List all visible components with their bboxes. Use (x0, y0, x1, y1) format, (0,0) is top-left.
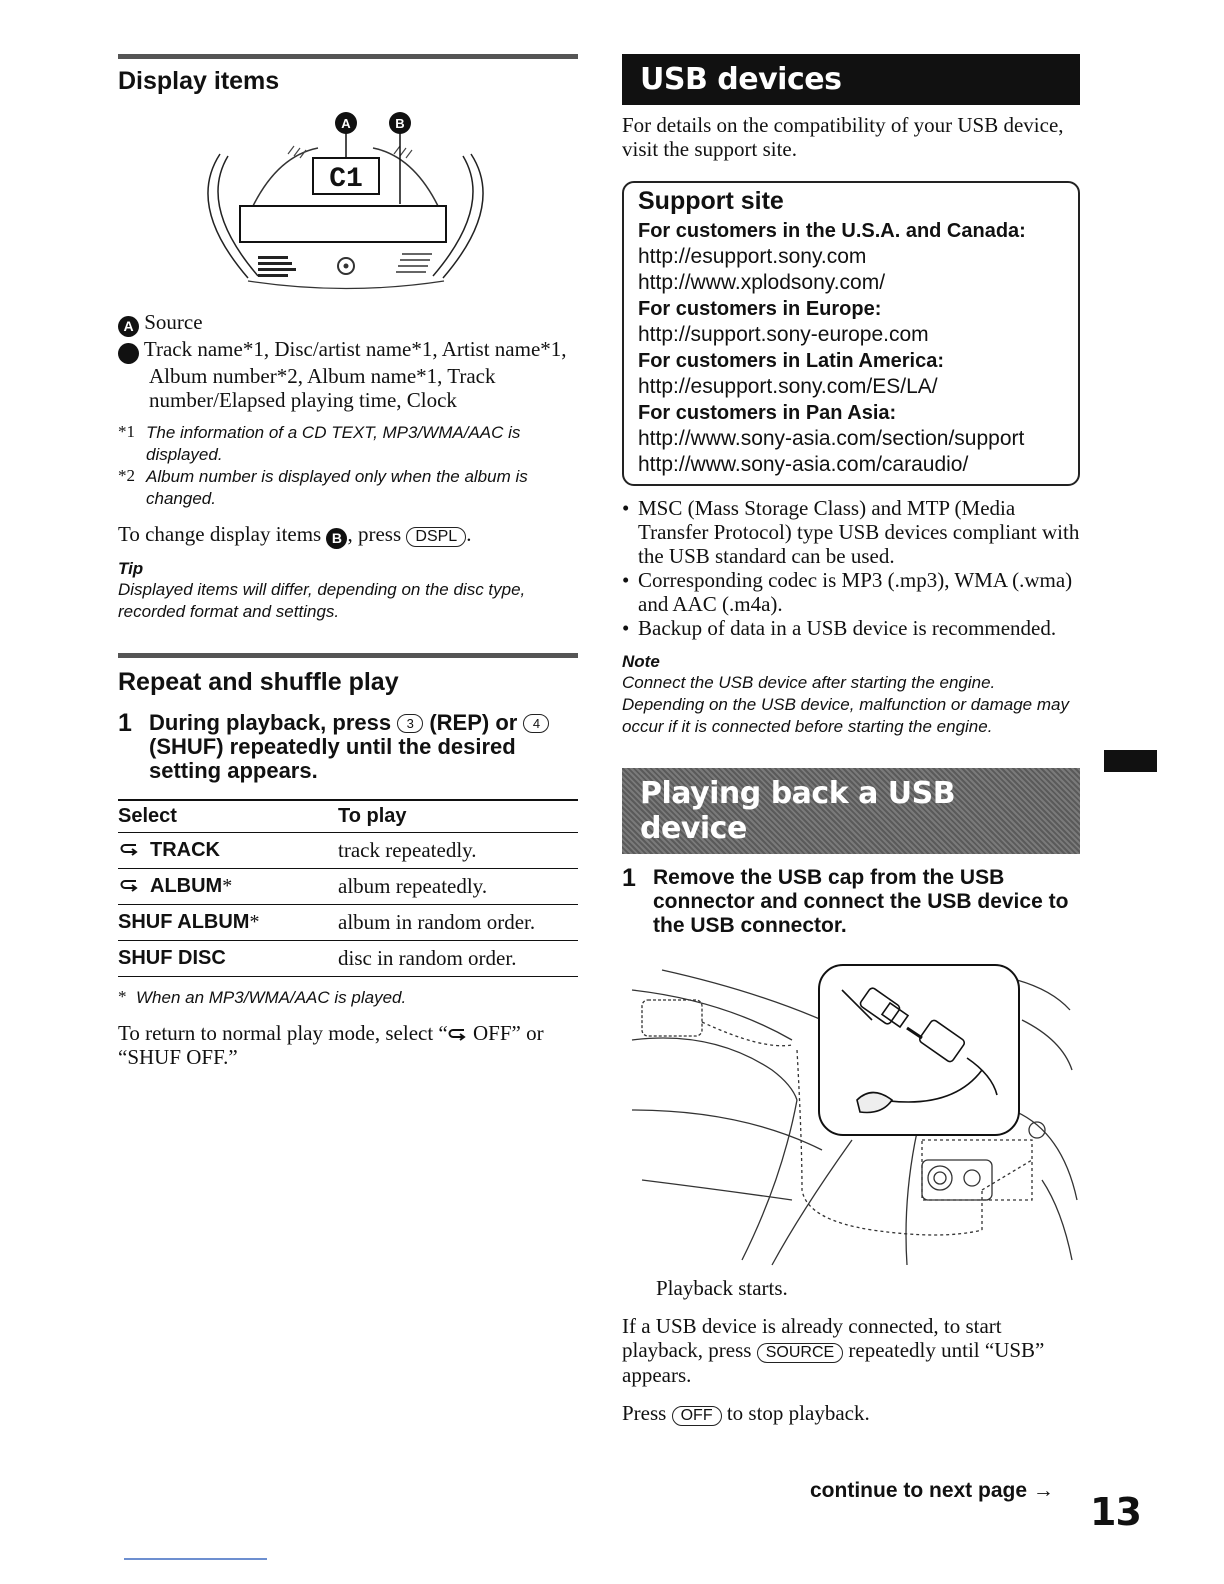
usb-connection-diagram (622, 960, 1080, 1270)
table-cell-select (118, 905, 338, 941)
select-label: ALBUM (150, 875, 223, 897)
bottom-rule (124, 1558, 267, 1560)
return-pre: To return to normal play mode, select “ (118, 1021, 448, 1045)
return-post: OFF” or “SHUF OFF.” (118, 1021, 544, 1069)
off-key: OFF (672, 1406, 722, 1426)
table-footnote-mark: * (118, 987, 127, 1006)
support-site-box (622, 181, 1080, 486)
lcd-source-text: C1 (329, 164, 363, 195)
legend-item-a (118, 310, 578, 337)
already-pre: If a USB device is already connected, to start playback, press (622, 1314, 1002, 1362)
support-region-label: For customers in Pan Asia: (638, 402, 897, 424)
support-url-link[interactable]: http://support.sony-europe.com (638, 323, 929, 346)
select-star: * (249, 911, 260, 933)
footnote-1-mark: *1 (118, 422, 135, 441)
side-tab-marker (1104, 750, 1157, 772)
usb-step (622, 866, 1080, 938)
support-groups (638, 218, 1064, 478)
support-url-link[interactable]: http://www.xplodsony.com/ (638, 271, 886, 294)
page-number: 13 (1090, 1490, 1141, 1534)
repeat-step (118, 711, 578, 783)
repeat-title: Repeat and shuffle play (118, 668, 399, 696)
left-column (107, 54, 578, 1069)
select-label: TRACK (150, 839, 220, 861)
footnote-1 (118, 422, 578, 466)
step-part1: During playback, press (149, 710, 392, 735)
table-row (118, 905, 578, 941)
badge-b-inline-icon: B (326, 528, 347, 549)
step-part2: (REP) or (429, 710, 518, 735)
table-head-play: To play (338, 800, 578, 833)
press-pre: Press (622, 1401, 667, 1425)
footnote-2-mark: *2 (118, 466, 135, 485)
right-column (622, 54, 1080, 1426)
select-label: SHUF DISC (118, 947, 226, 969)
step-text (149, 711, 578, 783)
list-item: • Backup of data in a USB device is recommended. (622, 616, 1080, 640)
legend-list (107, 310, 578, 412)
legend-a-text: Source (144, 310, 203, 334)
support-region-label: For customers in Latin America: (638, 350, 944, 372)
support-url-link[interactable]: http://esupport.sony.com/ES/LA/ (638, 375, 938, 398)
hatch-icon (396, 254, 432, 272)
key-4: 4 (523, 714, 549, 733)
playing-back-banner: Playing back a USB device (622, 768, 1080, 854)
list-item: • MSC (Mass Storage Class) and MTP (Media Transfer Protocol) type USB devices compliant with the USB standard can be used. (622, 496, 1080, 568)
change-post: . (466, 522, 472, 546)
support-url-link[interactable]: http://www.sony-asia.com/section/support (638, 427, 1025, 450)
support-region-label: For customers in the U.S.A. and Canada: (638, 220, 1026, 242)
legend-item-b (107, 337, 578, 412)
support-region-label: For customers in Europe: (638, 298, 882, 320)
table-row (118, 869, 578, 905)
support-title: Support site (638, 187, 784, 215)
repeat-table (118, 799, 578, 977)
dspl-key: DSPL (406, 527, 466, 547)
press-post: to stop playback. (726, 1401, 870, 1425)
usb-step-text: Remove the USB cap from the USB connector and connect the USB device to the USB connector. (653, 866, 1069, 937)
change-mid: , press (347, 522, 402, 546)
footnote-2-text: Album number is displayed only when the album is changed. (146, 467, 528, 508)
source-key: SOURCE (757, 1343, 843, 1363)
callout-a-label: A (341, 116, 351, 131)
table-cell-play: disc in random order. (338, 941, 578, 977)
table-head-select: Select (118, 800, 338, 833)
table-cell-select (118, 869, 338, 905)
badge-b-icon: B (118, 343, 139, 364)
callout-b-label: B (395, 116, 405, 131)
table-footnote (118, 987, 578, 1009)
tip-text: Displayed items will differ, depending on the disc type, recorded format and settings. (118, 580, 526, 621)
support-url-link[interactable]: http://www.sony-asia.com/caraudio/ (638, 453, 969, 476)
table-header-row (118, 800, 578, 833)
press-off-text (622, 1401, 1080, 1426)
footnote-1-text: The information of a CD TEXT, MP3/WMA/AAC is displayed. (146, 423, 521, 464)
display-items-title: Display items (118, 67, 280, 95)
already-post: repeatedly until “USB” appears. (622, 1338, 1045, 1387)
display-illustration (118, 96, 578, 306)
repeat-icon (448, 1027, 468, 1041)
step-number: 1 (118, 709, 132, 737)
support-url-link[interactable]: http://esupport.sony.com (638, 245, 867, 268)
note-text: Connect the USB device after starting the engine. Depending on the USB device, malfunction or damage may occur if it is connected before starting the engine. (622, 673, 1069, 736)
table-row (118, 833, 578, 869)
change-pre: To change display items (118, 522, 322, 546)
table-cell-play: track repeatedly. (338, 833, 578, 869)
step-part3: (SHUF) repeatedly until the desired setting appears. (149, 734, 516, 783)
usb-intro: For details on the compatibility of your USB device, visit the support site. (622, 113, 1064, 161)
usb-step-number: 1 (622, 864, 636, 892)
change-display-text (118, 522, 578, 549)
usb-devices-banner: USB devices (622, 54, 1080, 105)
legend-b-text: Track name*1, Disc/artist name*1, Artist name*1, Album number*2, Album name*1, Track number/Elapsed playing time, Clock (143, 337, 567, 412)
badge-a-icon: A (118, 316, 139, 337)
select-star: * (222, 875, 233, 897)
section-rule-2 (118, 653, 578, 658)
return-text (118, 1021, 578, 1069)
key-3: 3 (397, 714, 423, 733)
note-label: Note (622, 652, 660, 671)
table-cell-play: album repeatedly. (338, 869, 578, 905)
footnotes (118, 422, 578, 510)
eq-bars-icon (258, 256, 296, 277)
section-rule (118, 54, 578, 59)
select-label: SHUF ALBUM (118, 911, 250, 933)
continue-next-page: continue to next page → (810, 1479, 1054, 1502)
table-cell-play: album in random order. (338, 905, 578, 941)
table-cell-select (118, 833, 338, 869)
repeat-icon (118, 842, 142, 856)
tip-label: Tip (118, 559, 144, 578)
zoom-callout (819, 965, 1019, 1135)
playback-starts: Playback starts. (656, 1276, 788, 1300)
lcd-diagram (118, 96, 578, 306)
table-row (118, 941, 578, 977)
already-connected-text (622, 1314, 1080, 1387)
table-footnote-text: When an MP3/WMA/AAC is played. (136, 988, 407, 1007)
list-item: • Corresponding codec is MP3 (.mp3), WMA (.wma) and AAC (.m4a). (622, 568, 1080, 616)
repeat-icon (118, 878, 142, 892)
usb-bullet-list (622, 496, 1080, 640)
usb-illustration (622, 960, 1080, 1270)
footnote-2 (118, 466, 578, 510)
table-cell-select (118, 941, 338, 977)
